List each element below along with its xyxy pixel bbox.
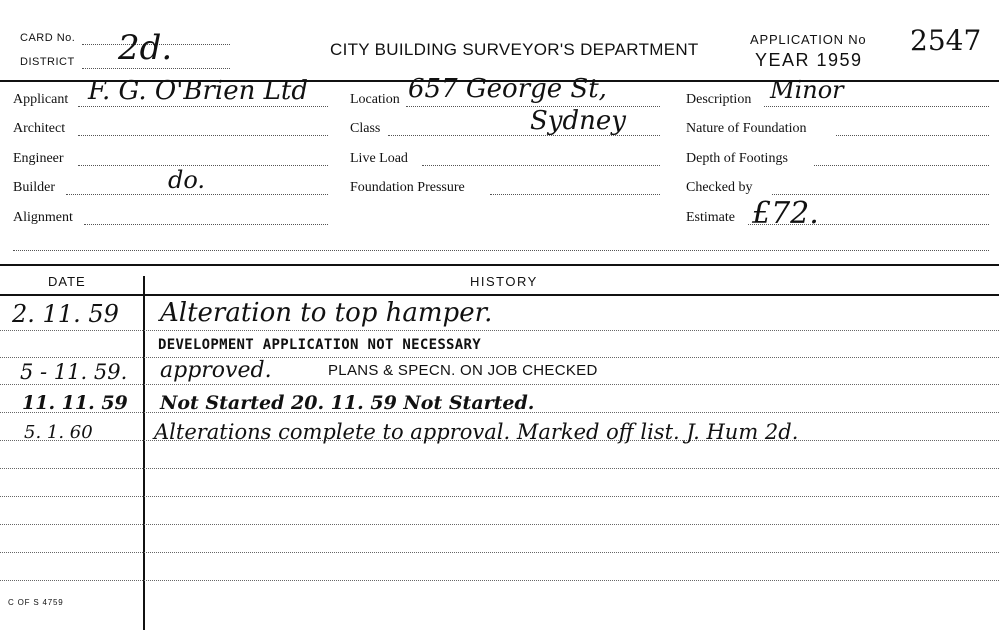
nature-of-foundation-line: [836, 135, 989, 136]
fields-blank-line: [13, 250, 989, 251]
checked-by-label: Checked by: [686, 180, 753, 195]
architect-line: [78, 135, 328, 136]
card-no-label: CARD No.: [20, 32, 76, 44]
description-label: Description: [686, 92, 752, 107]
applicant-value: F. G. O'Brien Ltd: [88, 76, 308, 106]
description-line: [764, 106, 989, 107]
live-load-label: Live Load: [350, 151, 408, 166]
class-label: Class: [350, 121, 381, 136]
history-date: 2. 11. 59: [12, 300, 119, 328]
history-column-header: HISTORY: [470, 274, 538, 289]
history-row-rule: [0, 580, 999, 581]
builder-value: do.: [168, 166, 206, 194]
location-value-2: Sydney: [530, 106, 626, 136]
estimate-label: Estimate: [686, 210, 735, 225]
history-header-divider: [0, 294, 999, 296]
architect-label: Architect: [13, 121, 66, 136]
history-entry: Alteration to top hamper.: [160, 298, 493, 328]
history-entry: Alterations complete to approval. Marked off list. J. Hum 2d.: [154, 420, 799, 444]
plans-checked-stamp: PLANS & SPECN. ON JOB CHECKED: [328, 362, 598, 379]
district-label: DISTRICT: [20, 56, 75, 68]
builder-line: [66, 194, 328, 195]
history-row-rule: [0, 552, 999, 553]
history-top-border: [0, 264, 999, 266]
alignment-label: Alignment: [13, 210, 73, 225]
checked-by-line: [772, 194, 989, 195]
estimate-value: £72.: [752, 196, 819, 231]
location-label: Location: [350, 92, 400, 107]
history-row-rule: [0, 330, 999, 331]
application-no-label: APPLICATION No: [750, 32, 867, 47]
history-row-rule: [0, 357, 999, 358]
alignment-line: [84, 224, 328, 225]
history-date: 5 - 11. 59.: [20, 360, 128, 384]
development-stamp: DEVELOPMENT APPLICATION NOT NECESSARY: [158, 337, 481, 353]
district-value: 2d.: [118, 28, 173, 68]
description-value: Minor: [770, 76, 844, 104]
history-row-rule: [0, 468, 999, 469]
applicant-label: Applicant: [13, 92, 69, 107]
district-line: [82, 68, 230, 69]
history-row-rule: [0, 384, 999, 385]
depth-of-footings-label: Depth of Footings: [686, 151, 788, 166]
form-code: C OF S 4759: [8, 598, 64, 607]
application-no-value: 2547: [910, 24, 982, 57]
builder-label: Builder: [13, 180, 55, 195]
year-label: YEAR 1959: [755, 50, 863, 70]
department-title: CITY BUILDING SURVEYOR'S DEPARTMENT: [330, 40, 699, 59]
date-column-header: DATE: [48, 274, 86, 289]
nature-of-foundation-label: Nature of Foundation: [686, 121, 807, 136]
applicant-line: [78, 106, 328, 107]
history-date: 11. 11. 59: [22, 392, 128, 414]
history-row-rule: [0, 496, 999, 497]
engineer-label: Engineer: [13, 151, 64, 166]
foundation-pressure-label: Foundation Pressure: [350, 180, 465, 195]
history-entry: Not Started 20. 11. 59 Not Started.: [160, 392, 535, 414]
live-load-line: [422, 165, 660, 166]
class-line: [388, 135, 660, 136]
history-row-rule: [0, 524, 999, 525]
depth-of-footings-line: [814, 165, 989, 166]
history-date: 5. 1. 60: [24, 422, 93, 443]
history-entry: approved.: [160, 358, 272, 383]
foundation-pressure-line: [490, 194, 660, 195]
location-value: 657 George St,: [408, 74, 607, 104]
